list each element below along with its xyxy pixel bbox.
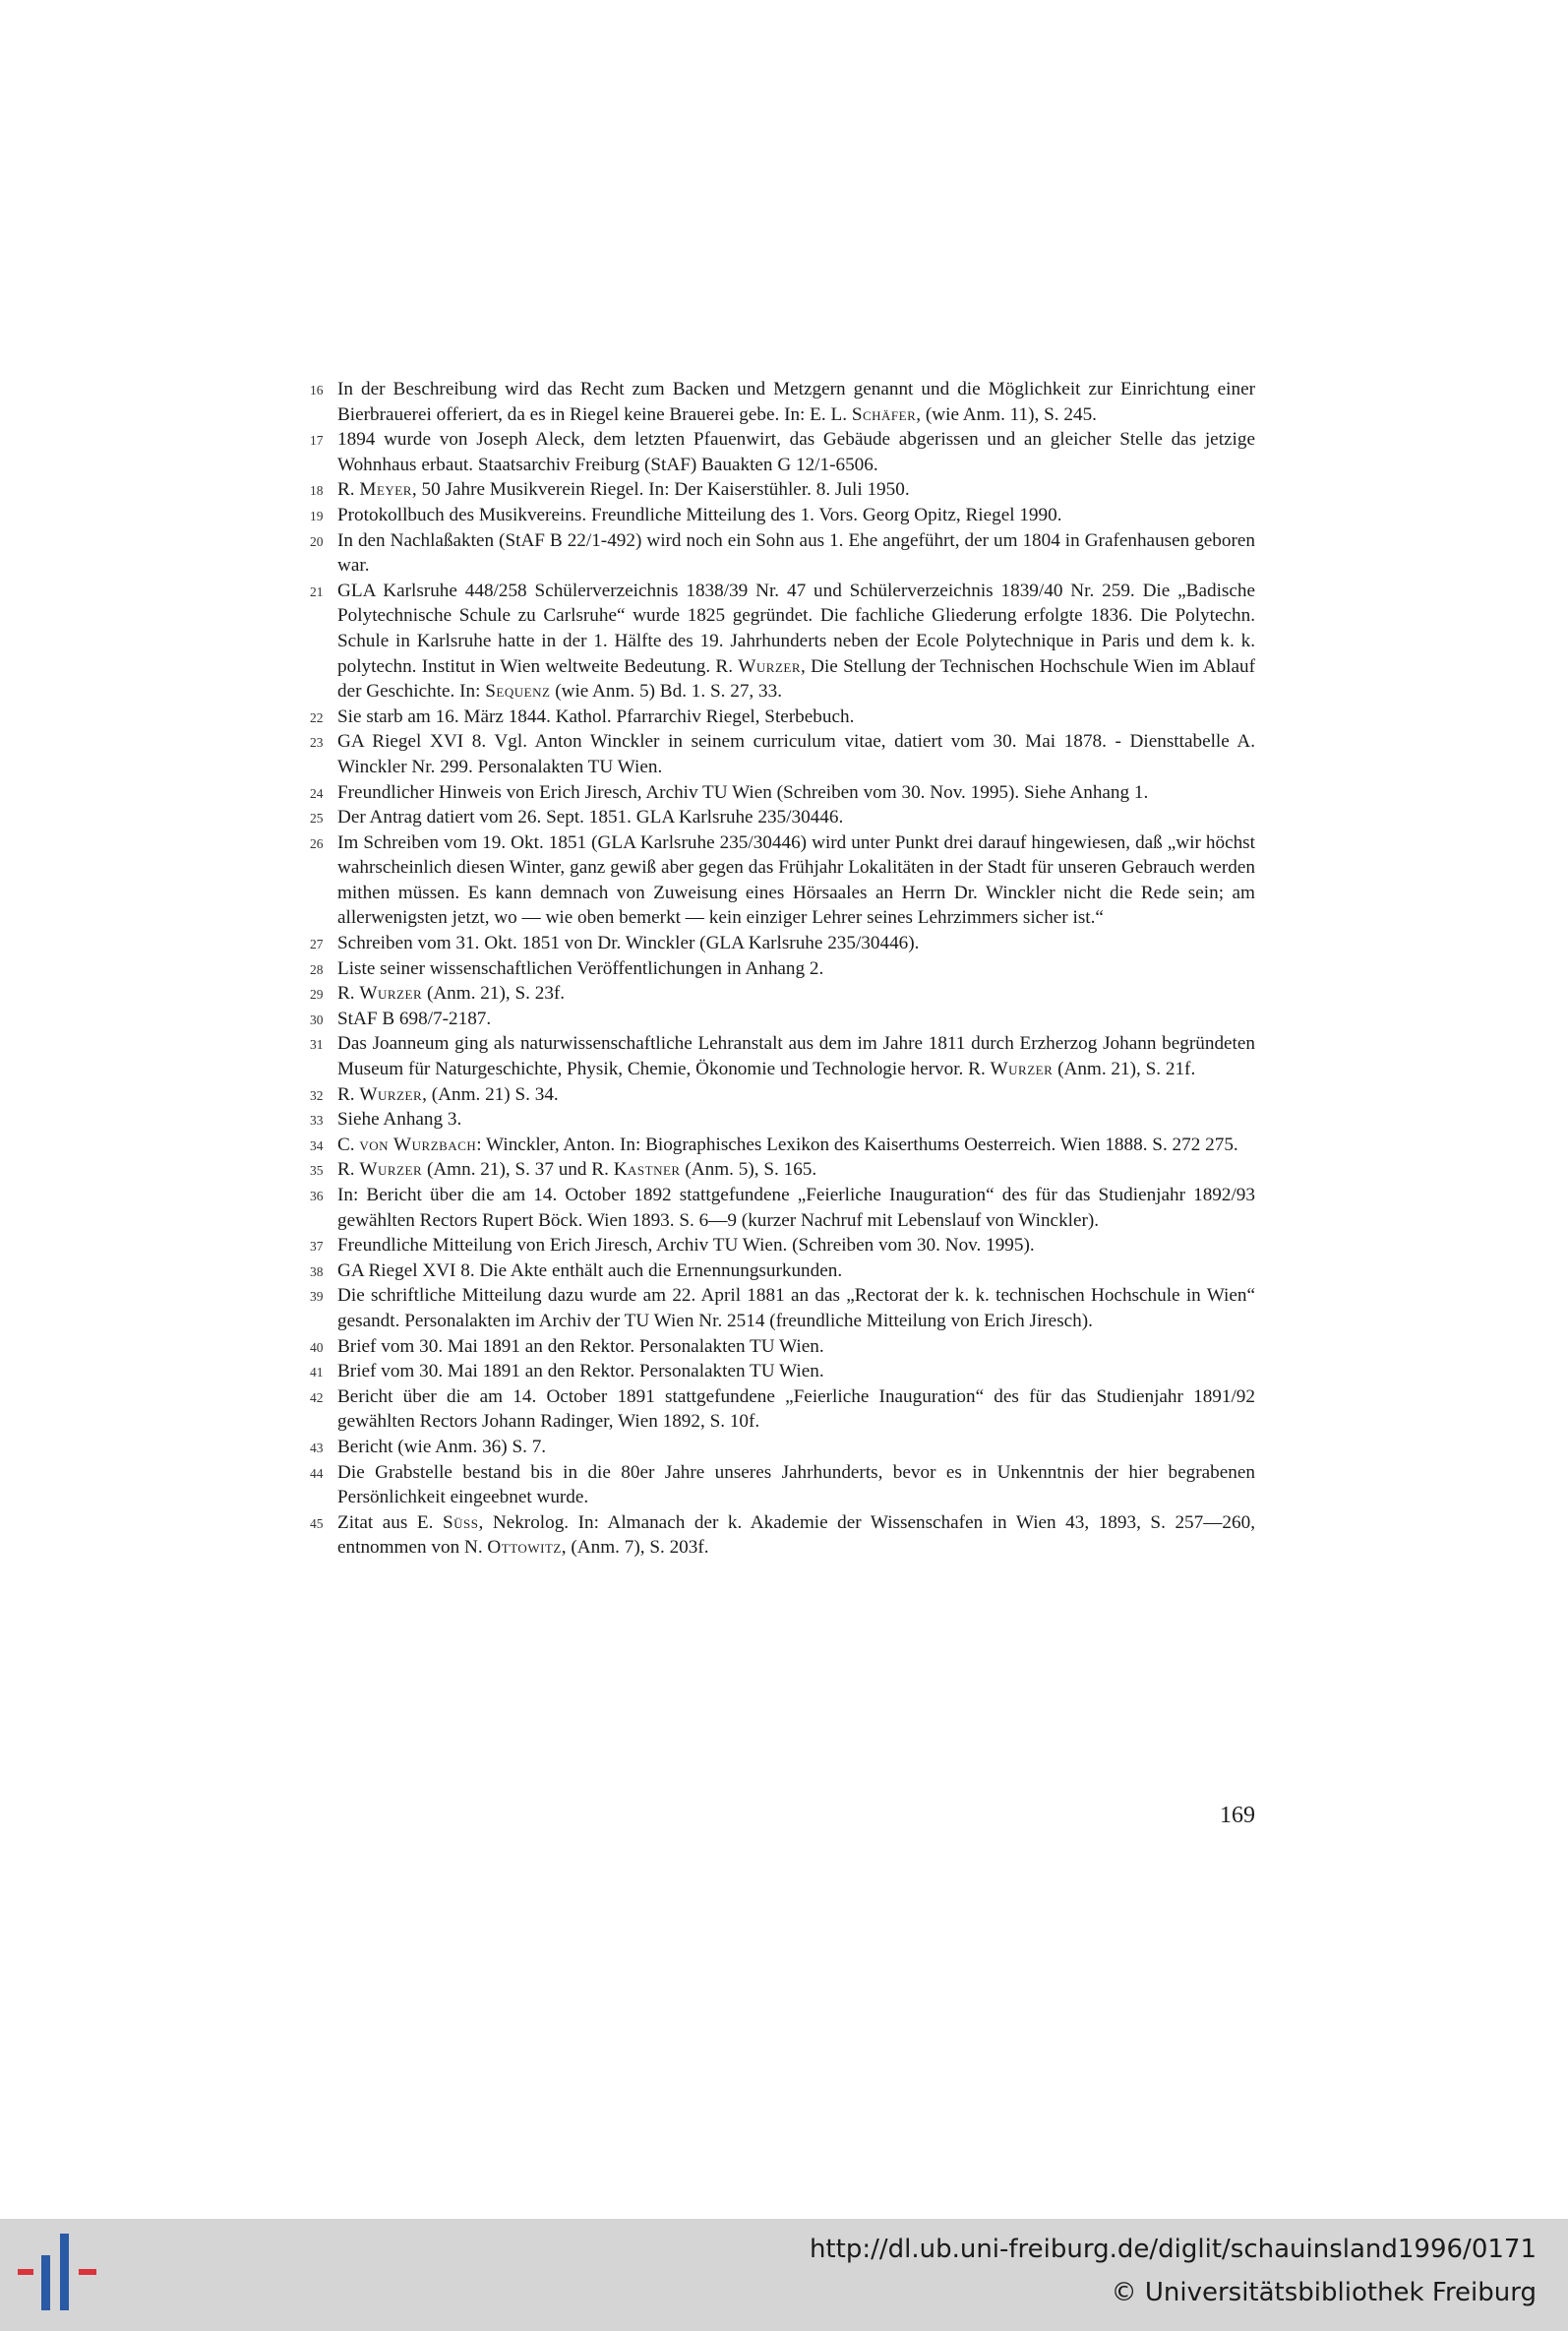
footnote-text-segment: Der Antrag datiert vom 26. Sept. 1851. GLA Karlsruhe 235/30446. xyxy=(337,807,844,828)
footnote-number: 33 xyxy=(310,1113,324,1129)
footnote-text xyxy=(337,1512,1255,1559)
page-number: 169 xyxy=(1220,1803,1255,1828)
footnote-number: 31 xyxy=(310,1037,324,1053)
footnote-text xyxy=(337,1084,559,1105)
footnote-item xyxy=(308,1082,1255,1108)
footnote-number: 42 xyxy=(310,1389,324,1405)
footnote-text-segment: In den Nachlaßakten (StAF B 22/1-492) wird noch ein Sohn aus 1. Ehe angeführt, der um 1804 in Grafenhausen geboren war. xyxy=(337,529,1255,577)
footnote-text-segment: , (Anm. 21) S. 34. xyxy=(422,1083,559,1105)
footnote-item xyxy=(308,981,1255,1007)
footnote-item xyxy=(308,1133,1255,1158)
footnote-text-segment: In der Beschreibung wird das Recht zum Backen und Metzgern genannt und die Möglichkeit zur Einrichtung einer Bierbrauerei offeriert, da es in Riegel keine Brauerei gebe. In: E. L. xyxy=(337,379,1255,425)
footnote-item xyxy=(308,805,1255,830)
author-name: Wurzer xyxy=(359,1083,423,1105)
footnote-item xyxy=(308,1510,1255,1561)
footnote-text xyxy=(337,1109,461,1130)
author-name: Schäfer xyxy=(851,403,917,425)
footnote-text xyxy=(337,1336,824,1357)
footnote-text-segment: R. xyxy=(337,1083,360,1105)
footnote-number: 45 xyxy=(310,1515,324,1531)
footnote-text-segment: (Amn. 21), S. 37 und R. xyxy=(422,1159,614,1181)
footnote-item xyxy=(308,1460,1255,1510)
author-name: Kastner xyxy=(613,1159,681,1181)
footnote-item xyxy=(308,503,1255,528)
footnote-text xyxy=(337,933,919,953)
footnote-text-segment: Brief vom 30. Mai 1891 an den Rektor. Personalakten TU Wien. xyxy=(337,1361,824,1382)
footnote-item xyxy=(308,1334,1255,1360)
footnote-number: 34 xyxy=(310,1137,324,1153)
footnote-item xyxy=(308,427,1255,477)
footnote-text-segment: C. xyxy=(337,1134,360,1155)
footnote-text-segment: StAF B 698/7-2187. xyxy=(337,1008,492,1029)
footnote-number: 41 xyxy=(310,1365,324,1380)
footnote-item xyxy=(308,780,1255,806)
footnote-text xyxy=(337,1159,816,1180)
footnote-text xyxy=(337,429,1255,475)
footnote-text-segment: R. xyxy=(337,1159,360,1181)
footnote-item xyxy=(308,1258,1255,1284)
author-name: Meyer xyxy=(359,479,412,501)
footnote-text-segment: : Winckler, Anton. In: Biographisches Lexikon des Kaiserthums Oesterreich. Wien 1888. S. 272 275. xyxy=(476,1134,1238,1155)
footnote-text-segment: Bericht (wie Anm. 36) S. 7. xyxy=(337,1436,547,1457)
footnote-item xyxy=(308,1157,1255,1183)
footnote-text-segment: Im Schreiben vom 19. Okt. 1851 (GLA Karlsruhe 235/30446) wird unter Punkt drei darauf hingewiesen, daß „wir höchst wahrscheinlich diesen Winter, ganz gewiß aber gegen das Frühjahr Lokalitäten in der Stadt für unseren Gebrauch werden mithen müssen. Es kann demnach von Zuweisung eines Hörsaales an Herrn Dr. Winckler nicht die Rede sein; am allerwenigsten jetzt, wo — wie oben bemerkt — kein einziger Lehrer seines Lehrzimmers sicher ist.“ xyxy=(337,831,1255,929)
footnote-item xyxy=(308,528,1255,579)
footnote-text-segment: Bericht über die am 14. October 1891 stattgefundene „Feierliche Inauguration“ des für das Studienjahr 1891/92 gewählten Rectors Johann Radinger, Wien 1892, S. 10f. xyxy=(337,1385,1255,1433)
footnote-text-segment: R. xyxy=(337,479,360,501)
footnote-text-segment: Zitat aus E. xyxy=(337,1511,443,1533)
footnote-number: 37 xyxy=(310,1239,324,1255)
footnote-item xyxy=(308,579,1255,705)
footnote-item xyxy=(308,705,1255,730)
footnote-text-segment: Brief vom 30. Mai 1891 an den Rektor. Personalakten TU Wien. xyxy=(337,1335,824,1357)
footnote-number: 43 xyxy=(310,1440,324,1455)
footnote-item xyxy=(308,1435,1255,1460)
author-name: Wurzer xyxy=(990,1059,1054,1080)
footnote-text-segment: (Anm. 21), S. 21f. xyxy=(1053,1059,1196,1080)
footnote-text-segment: Das Joanneum ging als naturwissenschaftliche Lehranstalt aus dem im Jahre 1811 durch Erzherzog Johann begründeten Museum für Naturgeschichte, Physik, Chemie, Ökonomie und Technologie hervor. R. xyxy=(337,1033,1255,1080)
footnote-text xyxy=(337,782,1148,803)
footnote-number: 38 xyxy=(310,1263,324,1279)
footnote-number: 44 xyxy=(310,1465,324,1481)
footnote-number: 29 xyxy=(310,987,324,1003)
footnote-number: 18 xyxy=(310,483,324,499)
author-name: von Wurzbach xyxy=(359,1134,477,1155)
footnote-text-segment: (Anm. 5), S. 165. xyxy=(680,1159,817,1181)
footer-copyright: © Universitätsbibliothek Freiburg xyxy=(1111,2278,1537,2307)
footnote-number: 39 xyxy=(310,1289,324,1305)
footnote-number: 28 xyxy=(310,961,324,977)
footnote-text xyxy=(337,731,1255,777)
footnote-text-segment: GLA Karlsruhe 448/258 Schülerverzeichnis 1838/39 Nr. 47 und Schülerverzeichnis 1839/40 Nr. 259. Die „Badische Polytechnische Schule zu Carlsruhe“ wurde 1825 gegründet. Die fachliche Gliederung erfolgte 1836. Die Polytechn. Schule in Karlsruhe hatte in der 1. Hälfte des 19. Jahrhunderts neben der Ecole Polytechnique in Paris und dem k. k. polytechn. Institut in Wien weltweite Bedeutung. R. xyxy=(337,580,1255,677)
footnote-text-segment: , Die Stellung der Technischen Hochschule Wien im Ablauf der Geschichte. In: xyxy=(337,655,1255,703)
footnote-number: 30 xyxy=(310,1012,324,1027)
footnote-number: 20 xyxy=(310,533,324,549)
footnote-text xyxy=(337,1009,491,1029)
footnote-item xyxy=(308,1007,1255,1032)
footnote-text xyxy=(337,1437,546,1457)
footnote-text-segment: , (wie Anm. 11), S. 245. xyxy=(916,403,1097,425)
footnote-item xyxy=(308,1031,1255,1081)
footnote-text-segment: GA Riegel XVI 8. Die Akte enthält auch die Ernennungsurkunden. xyxy=(337,1259,843,1281)
author-name: Wurzer xyxy=(359,983,423,1005)
footnote-number: 23 xyxy=(310,735,324,751)
footnote-item xyxy=(308,1384,1255,1435)
footnote-text-segment: Sie starb am 16. März 1844. Kathol. Pfarrarchiv Riegel, Sterbebuch. xyxy=(337,705,855,727)
footnote-number: 36 xyxy=(310,1189,324,1203)
footnote-number: 32 xyxy=(310,1087,324,1103)
author-name: Wurzer xyxy=(738,655,802,677)
footnote-number: 21 xyxy=(310,583,324,599)
footnote-item xyxy=(308,1283,1255,1333)
footnote-text-segment: Die Grabstelle bestand bis in die 80er Jahre unseres Jahrhunderts, bevor es in Unkenntnis der hier begrabenen Persönlichkeit eingeebnet wurde. xyxy=(337,1461,1255,1508)
footnote-text xyxy=(337,1135,1238,1155)
footnote-text xyxy=(337,706,854,727)
footnote-item xyxy=(308,1359,1255,1384)
footnote-text xyxy=(337,1033,1255,1079)
footnote-text-segment: , 50 Jahre Musikverein Riegel. In: Der Kaiserstühler. 8. Juli 1950. xyxy=(411,479,910,501)
footnote-text-segment: 1894 wurde von Joseph Aleck, dem letzten Pfauenwirt, das Gebäude abgerissen und an gleicher Stelle das jetzige Wohnhaus erbaut. Staatsarchiv Freiburg (StAF) Bauakten G 12/1-6506. xyxy=(337,429,1255,475)
footnote-text-segment: Freundliche Mitteilung von Erich Jiresch, Archiv TU Wien. (Schreiben vom 30. Nov. 1995). xyxy=(337,1235,1035,1257)
footnote-text-segment: (Anm. 21), S. 23f. xyxy=(422,983,566,1005)
footnote-item xyxy=(308,956,1255,982)
footnote-text-segment: R. xyxy=(337,983,360,1005)
footnote-text xyxy=(337,958,823,979)
footnote-text-segment: Die schriftliche Mitteilung dazu wurde am 22. April 1881 an das „Rectorat der k. k. technischen Hochschule in Wien“ gesandt. Personalakten im Archiv der TU Wien Nr. 2514 (freundliche Mitteilung von Erich Jiresch). xyxy=(337,1285,1255,1331)
footnote-number: 35 xyxy=(310,1163,324,1179)
footnote-text xyxy=(337,1185,1255,1231)
footnote-text xyxy=(337,832,1255,929)
footnote-item xyxy=(308,1183,1255,1233)
footnote-number: 19 xyxy=(310,508,324,523)
footnote-text xyxy=(337,1235,1035,1256)
footnote-text-segment: Freundlicher Hinweis von Erich Jiresch, Archiv TU Wien (Schreiben vom 30. Nov. 1995). Siehe Anhang 1. xyxy=(337,781,1149,803)
footnote-text xyxy=(337,1361,824,1381)
footnote-item xyxy=(308,830,1255,931)
footnote-text xyxy=(337,1285,1255,1331)
author-name: Wurzer xyxy=(359,1159,423,1181)
footnote-text-segment: , Nekrolog. In: Almanach der k. Akademie der Wissenschafen in Wien 43, 1893, S. 257—260, entnommen von N. xyxy=(337,1511,1255,1559)
footnote-item xyxy=(308,931,1255,956)
footnote-item xyxy=(308,1233,1255,1258)
footnote-text-segment: Liste seiner wissenschaftlichen Veröffentlichungen in Anhang 2. xyxy=(337,957,824,979)
footnote-text-segment: , (Anm. 7), S. 203f. xyxy=(561,1537,709,1559)
author-name: Sequenz xyxy=(485,681,551,703)
footnote-text-segment: In: Bericht über die am 14. October 1892 stattgefundene „Feierliche Inauguration“ des für das Studienjahr 1892/93 gewählten Rectors Rupert Böck. Wien 1893. S. 6—9 (kurzer Nachruf mit Lebenslauf von Winckler). xyxy=(337,1185,1255,1231)
footnote-text-segment: Protokollbuch des Musikvereins. Freundliche Mitteilung des 1. Vors. Georg Opitz, Riegel 1990. xyxy=(337,504,1062,525)
footnote-number: 16 xyxy=(310,383,324,398)
ub-freiburg-logo-icon xyxy=(18,2234,100,2318)
footnote-item xyxy=(308,729,1255,779)
footnote-text xyxy=(337,581,1255,702)
footnote-text xyxy=(337,1260,842,1281)
footnote-text xyxy=(337,1386,1255,1433)
footnote-text xyxy=(337,379,1255,425)
footer-url-link[interactable]: http://dl.ub.uni-freiburg.de/diglit/schauinsland1996/0171 xyxy=(809,2235,1537,2264)
footnote-item xyxy=(308,377,1255,427)
footnotes-list xyxy=(308,377,1255,1561)
footnote-number: 40 xyxy=(310,1339,324,1355)
footnote-number: 22 xyxy=(310,709,324,725)
footnote-text-segment: (wie Anm. 5) Bd. 1. S. 27, 33. xyxy=(550,681,783,703)
footnote-number: 25 xyxy=(310,811,324,827)
footnote-number: 26 xyxy=(310,835,324,851)
footnote-text xyxy=(337,1462,1255,1508)
author-name: Ottowitz xyxy=(487,1537,562,1559)
footnote-text-segment: Schreiben vom 31. Okt. 1851 von Dr. Winckler (GLA Karlsruhe 235/30446). xyxy=(337,933,920,954)
footnote-number: 24 xyxy=(310,785,324,801)
footnote-text xyxy=(337,479,910,500)
footnote-text xyxy=(337,983,565,1004)
footnote-item xyxy=(308,1107,1255,1133)
footnote-text-segment: GA Riegel XVI 8. Vgl. Anton Winckler in seinem curriculum vitae, datiert vom 30. Mai 1878. - Diensttabelle A. Winckler Nr. 299. Personalakten TU Wien. xyxy=(337,731,1255,777)
author-name: Süss xyxy=(442,1511,479,1533)
footer-bar xyxy=(0,2219,1568,2331)
footnote-number: 17 xyxy=(310,433,324,449)
footnote-text xyxy=(337,530,1255,577)
footnote-text xyxy=(337,807,843,828)
footnote-text xyxy=(337,505,1062,525)
footnote-item xyxy=(308,477,1255,503)
footnote-text-segment: Siehe Anhang 3. xyxy=(337,1109,462,1131)
footnote-number: 27 xyxy=(310,937,324,952)
